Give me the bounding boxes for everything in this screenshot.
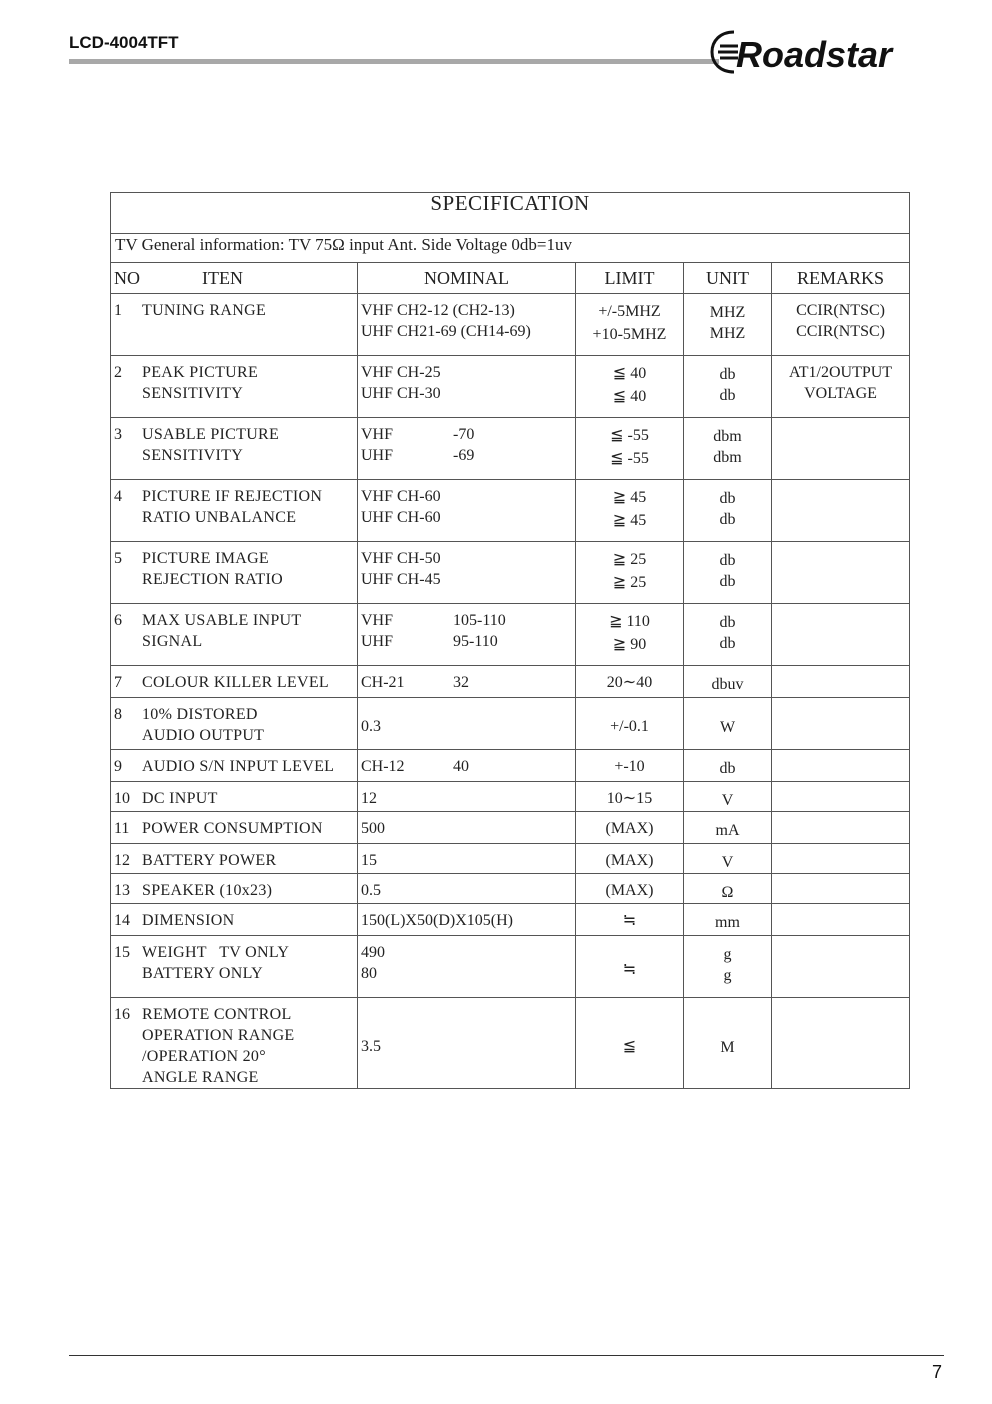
header-no-item — [111, 263, 358, 294]
nominal-value: 32 — [453, 674, 469, 691]
limit-cell — [576, 356, 684, 418]
row-number: 3 — [114, 426, 122, 443]
nominal-cell — [358, 750, 576, 782]
limit-cell — [576, 904, 684, 936]
item-label-line: AUDIO S/N INPUT LEVEL — [142, 758, 335, 775]
item-label — [142, 788, 218, 809]
item-label — [142, 610, 301, 652]
nominal-line — [361, 788, 575, 809]
item-cell — [111, 542, 358, 604]
limit-value: ≧ 90 — [612, 636, 647, 653]
item-label-line: DC INPUT — [142, 790, 218, 807]
unit-value: g — [723, 946, 732, 963]
limit-value: ≧ 45 — [612, 489, 647, 506]
unit-value: db — [719, 511, 736, 528]
nominal-value: 15 — [361, 852, 377, 869]
nominal-value: -70 — [453, 426, 475, 443]
item-cell — [111, 294, 358, 356]
header-limit: LIMIT — [576, 263, 684, 294]
item-cell — [111, 356, 358, 418]
nominal-value: VHF CH-50 — [361, 550, 441, 567]
item-label-line: AUDIO OUTPUT — [142, 727, 265, 744]
nominal-value: 0.3 — [361, 718, 381, 735]
nominal-value: UHF CH-45 — [361, 571, 441, 588]
nominal-cell — [358, 998, 576, 1089]
nominal-value: 490 — [361, 944, 385, 961]
remarks-cell — [772, 998, 910, 1089]
item-cell — [111, 874, 358, 904]
row-number: 10 — [114, 790, 130, 807]
nominal-value: VHF — [361, 612, 394, 629]
nominal-line — [361, 610, 575, 631]
limit-value: +/-5MHZ — [598, 303, 661, 320]
nominal-value: 0.5 — [361, 882, 381, 899]
remarks-cell — [772, 844, 910, 874]
nominal-value: 3.5 — [361, 1037, 381, 1055]
limit-value: ≒ — [622, 961, 637, 978]
document-model-title: LCD-4004TFT — [69, 33, 179, 52]
nominal-cell — [358, 604, 576, 666]
remarks-cell — [772, 904, 910, 936]
nominal-line — [361, 942, 575, 963]
unit-cell — [684, 356, 772, 418]
nominal-cell — [358, 936, 576, 998]
spec-row — [111, 904, 910, 936]
item-label-line: 10% DISTORED — [142, 706, 258, 723]
unit-value: V — [721, 854, 734, 871]
item-label — [142, 424, 279, 466]
nominal-line — [361, 880, 575, 901]
nominal-value: 80 — [361, 965, 377, 982]
unit-cell — [684, 812, 772, 844]
unit-value: mA — [715, 822, 740, 839]
unit-value: db — [719, 573, 736, 590]
remarks-value: VOLTAGE — [804, 385, 877, 402]
row-number: 5 — [114, 550, 122, 567]
header-item: ITEN — [202, 268, 243, 288]
spec-row — [111, 666, 910, 698]
item-label-line: BATTERY ONLY — [142, 965, 263, 982]
remarks-cell — [772, 418, 910, 480]
limit-value: +10-5MHZ — [592, 326, 667, 343]
item-cell — [111, 666, 358, 698]
unit-value: db — [719, 760, 736, 777]
item-label-line: /OPERATION 20° — [142, 1048, 266, 1065]
logo-stripes-icon — [718, 46, 738, 58]
logo-wordmark: Roadstar — [736, 34, 893, 75]
item-label-line: REMOTE CONTROL — [142, 1006, 292, 1023]
header-rule — [69, 59, 719, 64]
row-number: 7 — [114, 674, 122, 691]
remarks-cell — [772, 604, 910, 666]
nominal-cell — [358, 812, 576, 844]
limit-value: (MAX) — [605, 852, 654, 869]
item-label-line: TUNING RANGE — [142, 302, 267, 319]
unit-value: M — [720, 1038, 735, 1056]
spec-row — [111, 418, 910, 480]
item-label-line: RATIO UNBALANCE — [142, 509, 297, 526]
item-label — [142, 548, 283, 590]
remarks-value: AT1/2OUTPUT — [788, 364, 893, 381]
page-number: 7 — [931, 1362, 942, 1382]
row-number: 11 — [114, 820, 130, 837]
header-unit: UNIT — [684, 263, 772, 294]
limit-cell — [576, 750, 684, 782]
limit-cell — [576, 874, 684, 904]
nominal-value: UHF CH-30 — [361, 385, 441, 402]
remarks-cell — [772, 782, 910, 812]
row-number: 16 — [114, 1006, 130, 1023]
header-no: NO — [114, 268, 140, 288]
spec-row — [111, 356, 910, 418]
item-cell — [111, 782, 358, 812]
nominal-line — [361, 300, 575, 321]
nominal-line — [361, 756, 575, 777]
limit-cell — [576, 542, 684, 604]
nominal-value: 40 — [453, 758, 469, 775]
item-cell — [111, 480, 358, 542]
nominal-line — [361, 507, 575, 528]
spec-row — [111, 750, 910, 782]
item-label-line: SENSITIVITY — [142, 447, 244, 464]
nominal-line — [361, 424, 575, 445]
nominal-line — [361, 486, 575, 507]
item-label-line: BATTERY POWER — [142, 852, 277, 869]
item-label — [142, 704, 264, 746]
unit-cell — [684, 844, 772, 874]
row-number: 9 — [114, 758, 122, 775]
nominal-value: -69 — [453, 447, 475, 464]
item-label-line: SENSITIVITY — [142, 385, 244, 402]
row-number: 4 — [114, 488, 122, 505]
remarks-cell — [772, 874, 910, 904]
unit-value: db — [719, 552, 736, 569]
row-number: 1 — [114, 302, 122, 319]
nominal-line — [361, 631, 575, 652]
row-number: 12 — [114, 852, 130, 869]
nominal-value: 105-110 — [453, 612, 506, 629]
nominal-cell — [358, 844, 576, 874]
remarks-cell — [772, 294, 910, 356]
spec-row — [111, 542, 910, 604]
item-label-line: MAX USABLE INPUT — [142, 612, 302, 629]
remarks-cell — [772, 480, 910, 542]
nominal-line — [361, 850, 575, 871]
limit-cell — [576, 480, 684, 542]
item-cell — [111, 750, 358, 782]
nominal-value: CH-12 — [361, 758, 405, 775]
remarks-cell — [772, 542, 910, 604]
row-number: 15 — [114, 944, 130, 961]
item-label — [142, 756, 334, 777]
unit-value: g — [723, 967, 732, 984]
nominal-value: 150(L)X50(D)X105(H) — [361, 912, 513, 929]
nominal-line — [361, 362, 575, 383]
unit-value: W — [719, 719, 736, 736]
nominal-line — [361, 1036, 575, 1057]
unit-value: mm — [715, 914, 740, 931]
row-number: 14 — [114, 912, 130, 929]
limit-value: (MAX) — [605, 820, 654, 837]
remarks-cell — [772, 936, 910, 998]
nominal-cell — [358, 294, 576, 356]
item-label-line: DIMENSION — [142, 912, 235, 929]
item-label-line: ANGLE RANGE — [142, 1069, 259, 1086]
row-number: 13 — [114, 882, 130, 899]
remarks-cell — [772, 698, 910, 750]
spec-row — [111, 604, 910, 666]
nominal-value: VHF — [361, 426, 394, 443]
unit-value: db — [719, 387, 736, 404]
limit-value: ≧ 25 — [612, 574, 647, 591]
spec-row — [111, 844, 910, 874]
limit-cell — [576, 604, 684, 666]
limit-value: ≧ 45 — [612, 512, 647, 529]
nominal-cell — [358, 698, 576, 750]
item-cell — [111, 698, 358, 750]
header-remarks: REMARKS — [772, 263, 910, 294]
spec-row — [111, 874, 910, 904]
item-label-line: WEIGHT TV ONLY — [142, 944, 290, 961]
spec-row — [111, 294, 910, 356]
item-label — [142, 300, 266, 321]
item-label — [142, 362, 258, 404]
unit-cell — [684, 542, 772, 604]
nominal-value: UHF CH21-69 (CH14-69) — [361, 323, 531, 340]
remarks-value: CCIR(NTSC) — [796, 302, 885, 319]
nominal-line — [361, 672, 575, 693]
item-label — [142, 850, 276, 871]
item-label — [142, 880, 272, 901]
row-number: 6 — [114, 612, 122, 629]
nominal-cell — [358, 418, 576, 480]
nominal-line — [361, 445, 575, 466]
item-label — [142, 910, 234, 931]
specification-sheet — [110, 192, 909, 1089]
spec-row — [111, 812, 910, 844]
unit-cell — [684, 782, 772, 812]
limit-value: ≧ 110 — [609, 613, 650, 630]
nominal-value: VHF CH2-12 (CH2-13) — [361, 302, 515, 319]
limit-value: ≦ -55 — [610, 427, 649, 444]
item-cell — [111, 904, 358, 936]
specification-table — [110, 192, 910, 1089]
nominal-line — [361, 716, 575, 737]
item-label-line: PICTURE IF REJECTION — [142, 488, 323, 505]
roadstar-logo — [710, 28, 945, 76]
nominal-value: 12 — [361, 790, 377, 807]
spec-row — [111, 698, 910, 750]
limit-cell — [576, 418, 684, 480]
nominal-cell — [358, 356, 576, 418]
footer-rule — [69, 1355, 944, 1356]
nominal-cell — [358, 904, 576, 936]
limit-value: ≦ — [622, 1037, 637, 1055]
limit-value: ≦ 40 — [612, 388, 647, 405]
spec-row — [111, 998, 910, 1089]
limit-value: ≦ -55 — [610, 450, 649, 467]
item-label-line: SPEAKER (10x23) — [142, 882, 273, 899]
limit-value: ≒ — [622, 912, 637, 929]
unit-value: dbm — [713, 449, 742, 466]
column-header-row — [111, 263, 910, 294]
nominal-cell — [358, 480, 576, 542]
row-number: 8 — [114, 706, 122, 723]
unit-cell — [684, 294, 772, 356]
item-cell — [111, 604, 358, 666]
limit-cell — [576, 998, 684, 1089]
unit-cell — [684, 874, 772, 904]
unit-value: MHZ — [709, 304, 746, 321]
unit-cell — [684, 698, 772, 750]
item-cell — [111, 936, 358, 998]
nominal-value: 95-110 — [453, 633, 498, 650]
nominal-line — [361, 383, 575, 404]
unit-cell — [684, 418, 772, 480]
remarks-value: CCIR(NTSC) — [796, 323, 885, 340]
remarks-cell — [772, 750, 910, 782]
unit-cell — [684, 936, 772, 998]
limit-cell — [576, 936, 684, 998]
unit-cell — [684, 904, 772, 936]
limit-cell — [576, 812, 684, 844]
unit-cell — [684, 604, 772, 666]
unit-value: db — [719, 490, 736, 507]
nominal-value: VHF CH-60 — [361, 488, 441, 505]
nominal-cell — [358, 542, 576, 604]
header-nominal: NOMINAL — [358, 263, 576, 294]
nominal-cell — [358, 666, 576, 698]
item-cell — [111, 812, 358, 844]
item-label-line: COLOUR KILLER LEVEL — [142, 674, 330, 691]
unit-value: db — [719, 614, 736, 631]
remarks-cell — [772, 356, 910, 418]
limit-value: 20∼40 — [606, 674, 653, 691]
item-cell — [111, 844, 358, 874]
unit-cell — [684, 998, 772, 1089]
item-label — [142, 1004, 295, 1088]
spec-row — [111, 782, 910, 812]
item-cell — [111, 418, 358, 480]
unit-cell — [684, 480, 772, 542]
unit-value: Ω — [721, 884, 734, 901]
item-label-line: PEAK PICTURE — [142, 364, 259, 381]
nominal-line — [361, 569, 575, 590]
limit-value: (MAX) — [605, 882, 654, 899]
nominal-line — [361, 548, 575, 569]
nominal-value: UHF — [361, 447, 394, 464]
specification-title: SPECIFICATION — [111, 193, 910, 234]
item-label — [142, 486, 322, 528]
limit-cell — [576, 666, 684, 698]
limit-value: +/-0.1 — [610, 718, 649, 735]
nominal-line — [361, 818, 575, 839]
item-label — [142, 942, 289, 984]
limit-value: 10∼15 — [606, 790, 653, 807]
unit-value: db — [719, 635, 736, 652]
item-label-line: POWER CONSUMPTION — [142, 820, 323, 837]
item-label-line: SIGNAL — [142, 633, 203, 650]
unit-value: db — [719, 366, 736, 383]
limit-cell — [576, 294, 684, 356]
item-label — [142, 672, 329, 693]
limit-value: +-10 — [614, 758, 645, 775]
limit-value: ≦ 40 — [612, 365, 647, 382]
unit-value: V — [721, 792, 734, 809]
limit-cell — [576, 698, 684, 750]
remarks-cell — [772, 812, 910, 844]
nominal-value: UHF CH-60 — [361, 509, 441, 526]
nominal-cell — [358, 874, 576, 904]
item-cell — [111, 998, 358, 1089]
nominal-line — [361, 910, 575, 931]
unit-value: MHZ — [709, 325, 746, 342]
nominal-line — [361, 321, 575, 342]
nominal-value: VHF CH-25 — [361, 364, 441, 381]
limit-cell — [576, 844, 684, 874]
remarks-cell — [772, 666, 910, 698]
roadstar-logo-graphic — [710, 28, 945, 76]
unit-value: dbuv — [711, 676, 744, 693]
nominal-value: 500 — [361, 820, 385, 837]
unit-cell — [684, 666, 772, 698]
unit-cell — [684, 750, 772, 782]
nominal-line — [361, 963, 575, 984]
unit-value: dbm — [713, 428, 742, 445]
nominal-value: UHF — [361, 633, 394, 650]
item-label-line: USABLE PICTURE — [142, 426, 280, 443]
spec-row — [111, 480, 910, 542]
row-number: 2 — [114, 364, 122, 381]
item-label-line: OPERATION RANGE — [142, 1027, 295, 1044]
nominal-cell — [358, 782, 576, 812]
item-label-line: REJECTION RATIO — [142, 571, 283, 588]
general-information: TV General information: TV 75Ω input Ant. Side Voltage 0db=1uv — [111, 234, 910, 263]
item-label — [142, 818, 323, 839]
limit-cell — [576, 782, 684, 812]
nominal-value: CH-21 — [361, 674, 405, 691]
limit-value: ≧ 25 — [612, 551, 647, 568]
item-label-line: PICTURE IMAGE — [142, 550, 270, 567]
spec-row — [111, 936, 910, 998]
